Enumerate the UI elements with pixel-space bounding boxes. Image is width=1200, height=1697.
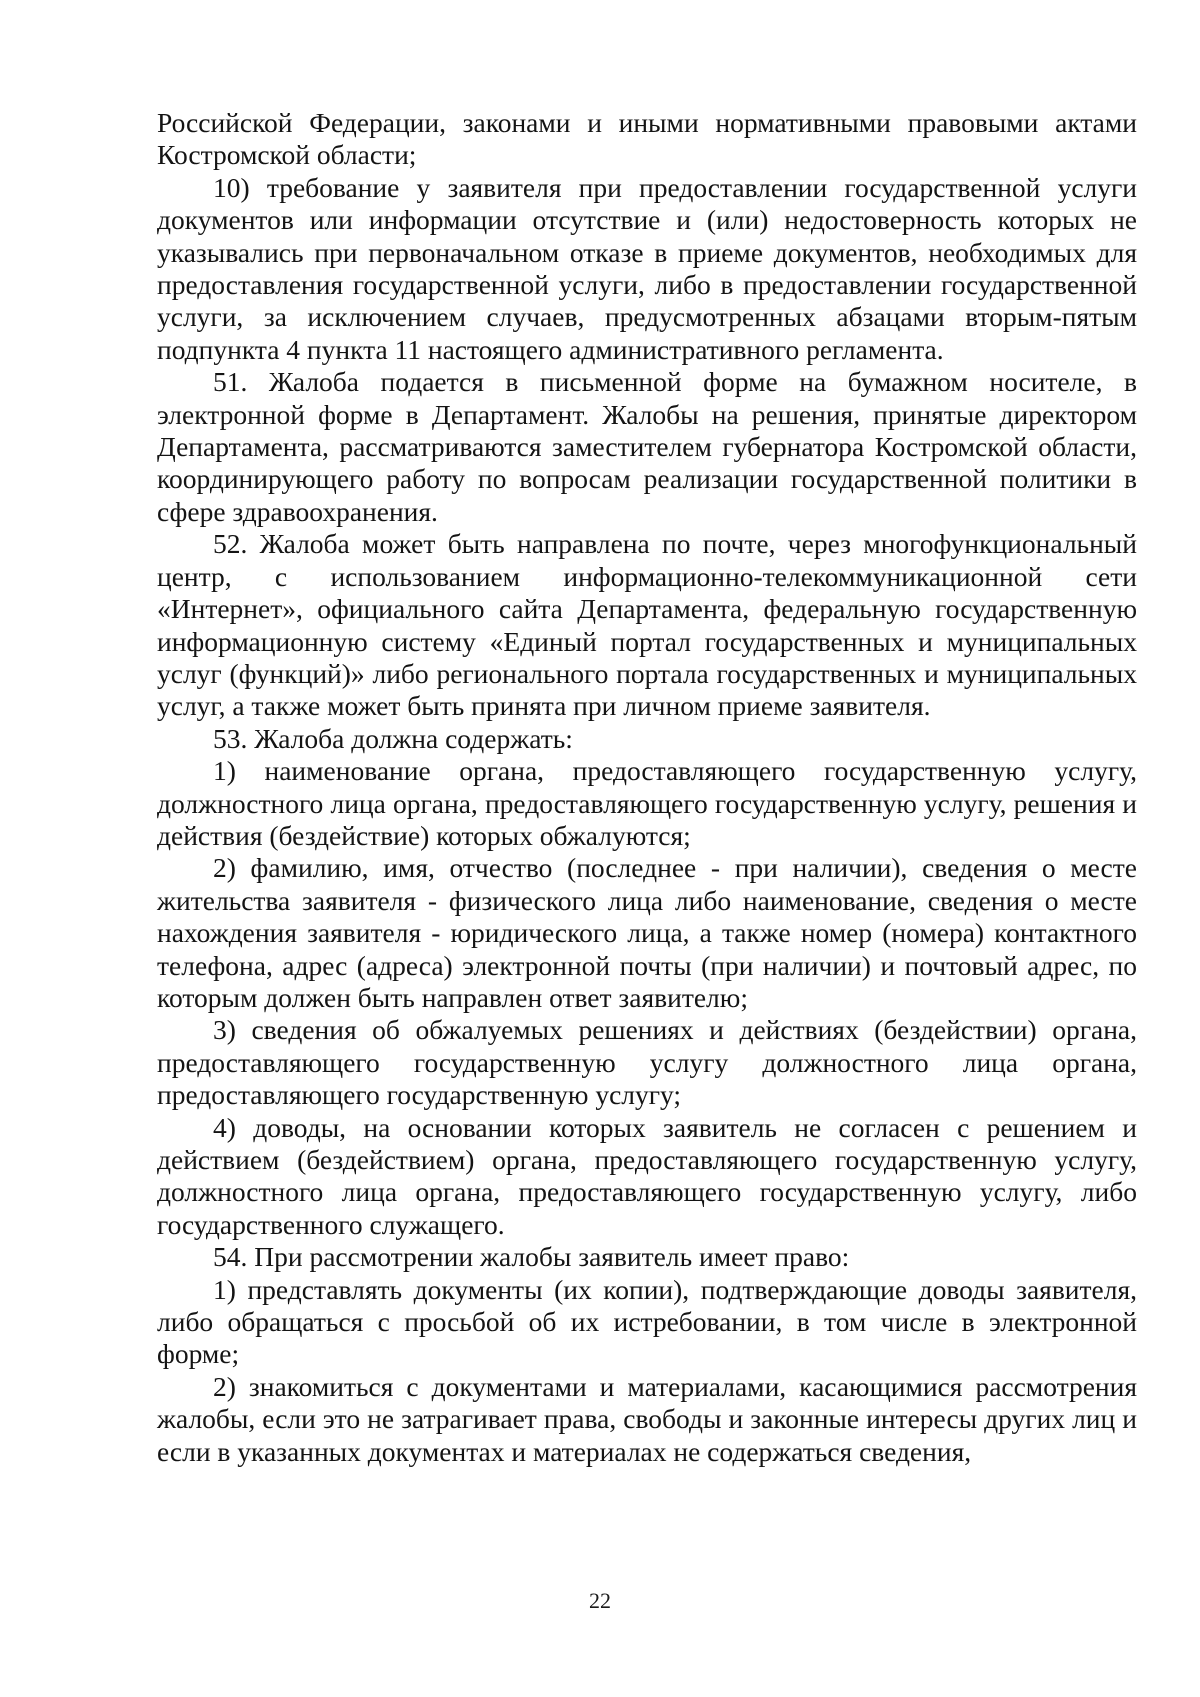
paragraph-clause-54-item-2: 2) знакомиться с документами и материалами, касающимися рассмотрения жалобы, если это не затрагивает права, свободы и законные интересы других лиц и если в указанных документах и материалах не содержаться сведения, bbox=[157, 1370, 1137, 1467]
paragraph-clause-52: 52. Жалоба может быть направлена по почте, через многофункциональный центр, с использованием информационно-телекоммуникационной сети «Интернет», официального сайта Департамента, федеральную государственную информационную систему «Единый портал государственных и муниципальных услуг (функций)» либо регионального портала государственных и муниципальных услуг, а также может быть принята при личном приеме заявителя. bbox=[157, 528, 1137, 722]
paragraph-clause-53-item-1: 1) наименование органа, предоставляющего государственную услугу, должностного лица органа, предоставляющего государственную услугу, решения и действия (бездействие) которых обжалуются; bbox=[157, 755, 1137, 851]
paragraph-clause-54-item-1: 1) представлять документы (их копии), подтверждающие доводы заявителя, либо обращаться с просьбой об их истребовании, в том числе в электронной форме; bbox=[157, 1273, 1137, 1370]
paragraph-clause-51: 51. Жалоба подается в письменной форме на бумажном носителе, в электронной форме в Департамент. Жалобы на решения, принятые директором Департамента, рассматриваются заместителем губернатора Костромской области, координирующего работу по вопросам реализации государственной политики в сфере здравоохранения. bbox=[157, 366, 1137, 527]
paragraph-clause-53-item-4: 4) доводы, на основании которых заявитель не согласен с решением и действием (бездействием) органа, предоставляющего государственную услугу, должностного лица органа, предоставляющего государственную услугу, либо государственного служащего. bbox=[157, 1111, 1137, 1240]
paragraph-clause-53-item-3: 3) сведения об обжалуемых решениях и действиях (бездействии) органа, предоставляющего государственную услугу должностного лица органа, предоставляющего государственную услугу; bbox=[157, 1014, 1137, 1111]
paragraph-clause-53: 53. Жалоба должна содержать: bbox=[213, 722, 573, 754]
document-body bbox=[157, 107, 1137, 1468]
paragraph-clause-53-item-2: 2) фамилию, имя, отчество (последнее - при наличии), сведения о месте жительства заявителя - физического лица либо наименование, сведения о месте нахождения заявителя - юридического лица, а также номер (номера) контактного телефона, адрес (адреса) электронной почты (при наличии) и почтовый адрес, по которым должен быть направлен ответ заявителю; bbox=[157, 852, 1137, 1013]
page-number: 22 bbox=[589, 1588, 611, 1613]
paragraph-continuation: Российской Федерации, законами и иными нормативными правовыми актами Костромской области; bbox=[157, 107, 1137, 171]
paragraph-item-10: 10) требование у заявителя при предоставлении государственной услуги документов или информации отсутствие и (или) недостоверность которых не указывались при первоначальном отказе в приеме документов, необходимых для предоставления государственной услуги, либо в предоставлении государственной услуги, за исключением случаев, предусмотренных абзацами вторым-пятым подпункта 4 пункта 11 настоящего административного регламента. bbox=[157, 171, 1137, 365]
paragraph-clause-54: 54. При рассмотрении жалобы заявитель имеет право: bbox=[213, 1241, 850, 1273]
